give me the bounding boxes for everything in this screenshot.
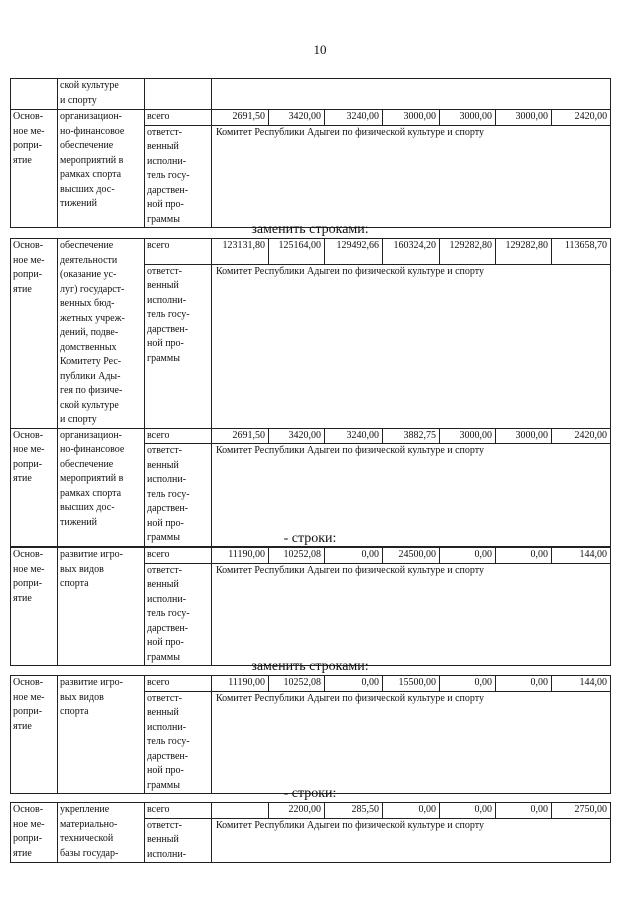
section-heading: - строки: <box>283 531 337 546</box>
value-cell: 15500,00 <box>383 676 440 692</box>
section-heading: заменить строками: <box>251 222 369 237</box>
value-cell: 24500,00 <box>383 548 440 564</box>
responsible-label: ответст- венный исполни- <box>145 818 212 863</box>
value-cell: 129492,66 <box>325 239 383 265</box>
value-cell: 0,00 <box>440 676 496 692</box>
value-cell: 3420,00 <box>269 428 325 444</box>
value-cell: 2420,00 <box>552 110 611 126</box>
executor-cell: Комитет Республики Адыгеи по физической культуре и спорту <box>212 264 611 428</box>
value-cell: 144,00 <box>552 676 611 692</box>
empty-cell <box>212 79 611 110</box>
responsible-label: ответст- венный исполни- тель госу- дарствен- ной про- граммы <box>145 264 212 428</box>
value-cell: 10252,08 <box>269 548 325 564</box>
value-cell: 3000,00 <box>496 428 552 444</box>
executor-cell: Комитет Республики Адыгеи по физической культуре и спорту <box>212 691 611 794</box>
total-label: всего <box>145 110 212 126</box>
empty-cell <box>11 79 58 110</box>
empty-cell <box>145 79 212 110</box>
type-label: Основ- ное ме- ропри- ятие <box>11 548 58 666</box>
table-block-original-3 <box>10 802 611 863</box>
total-label: всего <box>145 803 212 819</box>
measure-name: обеспечение деятельности (оказание ус- луг) государст- венных бюд- жетных учреж- дений, подве- домственных Комитету Рес- публики Ады- гея по физиче- ской культуре и спорту <box>58 239 145 429</box>
value-cell: 129282,80 <box>496 239 552 265</box>
value-cell: 3240,00 <box>325 110 383 126</box>
page-number: 10 <box>313 42 327 57</box>
responsible-label: ответст- венный исполни- тель госу- дарствен- ной про- граммы <box>145 444 212 547</box>
executor-cell: Комитет Республики Адыгеи по физической культуре и спорту <box>212 818 611 863</box>
value-cell: 2691,50 <box>212 428 269 444</box>
executor-cell: Комитет Республики Адыгеи по физической культуре и спорту <box>212 563 611 666</box>
value-cell: 160324,20 <box>383 239 440 265</box>
value-cell: 2200,00 <box>269 803 325 819</box>
total-label: всего <box>145 239 212 265</box>
value-cell: 113658,70 <box>552 239 611 265</box>
value-cell: 0,00 <box>496 548 552 564</box>
value-cell: 0,00 <box>325 676 383 692</box>
table-block-original-2 <box>10 547 611 666</box>
value-cell: 0,00 <box>440 803 496 819</box>
value-cell: 129282,80 <box>440 239 496 265</box>
value-cell: 3000,00 <box>440 110 496 126</box>
type-label: Основ- ное ме- ропри- ятие <box>11 428 58 546</box>
total-label: всего <box>145 548 212 564</box>
table-block-original <box>10 78 611 228</box>
value-cell: 0,00 <box>496 803 552 819</box>
responsible-label: ответст- венный исполни- тель госу- дарствен- ной про- граммы <box>145 563 212 666</box>
total-label: всего <box>145 676 212 692</box>
measure-name: укрепление материально- технической базы государ- <box>58 803 145 863</box>
value-cell: 0,00 <box>325 548 383 564</box>
value-cell: 2750,00 <box>552 803 611 819</box>
executor-cell: Комитет Республики Адыгеи по физической культуре и спорту <box>212 125 611 228</box>
value-cell: 2420,00 <box>552 428 611 444</box>
value-cell: 125164,00 <box>269 239 325 265</box>
name-fragment: ской культуре и спорту <box>58 79 145 110</box>
value-cell: 11190,00 <box>212 676 269 692</box>
value-cell: 2691,50 <box>212 110 269 126</box>
total-label: всего <box>145 428 212 444</box>
table-block-replacement-2 <box>10 675 611 794</box>
type-label: Основ- ное ме- ропри- ятие <box>11 803 58 863</box>
table-block-replacement-1 <box>10 238 611 547</box>
type-label: Основ- ное ме- ропри- ятие <box>11 110 58 228</box>
value-cell: 3882,75 <box>383 428 440 444</box>
value-cell: 3000,00 <box>440 428 496 444</box>
type-label: Основ- ное ме- ропри- ятие <box>11 676 58 794</box>
responsible-label: ответст- венный исполни- тель госу- дарствен- ной про- граммы <box>145 125 212 228</box>
section-heading: - строки: <box>283 786 337 801</box>
value-cell: 0,00 <box>496 676 552 692</box>
value-cell: 0,00 <box>440 548 496 564</box>
value-cell: 3240,00 <box>325 428 383 444</box>
section-heading: заменить строками: <box>251 659 369 674</box>
value-cell: 3000,00 <box>383 110 440 126</box>
value-cell: 0,00 <box>383 803 440 819</box>
responsible-label: ответст- венный исполни- тель госу- дарствен- ной про- граммы <box>145 691 212 794</box>
value-cell: 10252,08 <box>269 676 325 692</box>
value-cell: 3000,00 <box>496 110 552 126</box>
measure-name: организацион- но-финансовое обеспечение мероприятий в рамках спорта высших дос- тижений <box>58 110 145 228</box>
value-cell: 144,00 <box>552 548 611 564</box>
value-cell <box>212 803 269 819</box>
value-cell: 11190,00 <box>212 548 269 564</box>
measure-name: организацион- но-финансовое обеспечение мероприятий в рамках спорта высших дос- тижений <box>58 428 145 546</box>
measure-name: развитие игро- вых видов спорта <box>58 548 145 666</box>
value-cell: 285,50 <box>325 803 383 819</box>
value-cell: 123131,80 <box>212 239 269 265</box>
value-cell: 3420,00 <box>269 110 325 126</box>
executor-cell: Комитет Республики Адыгеи по физической культуре и спорту <box>212 444 611 547</box>
measure-name: развитие игро- вых видов спорта <box>58 676 145 794</box>
type-label: Основ- ное ме- ропри- ятие <box>11 239 58 429</box>
